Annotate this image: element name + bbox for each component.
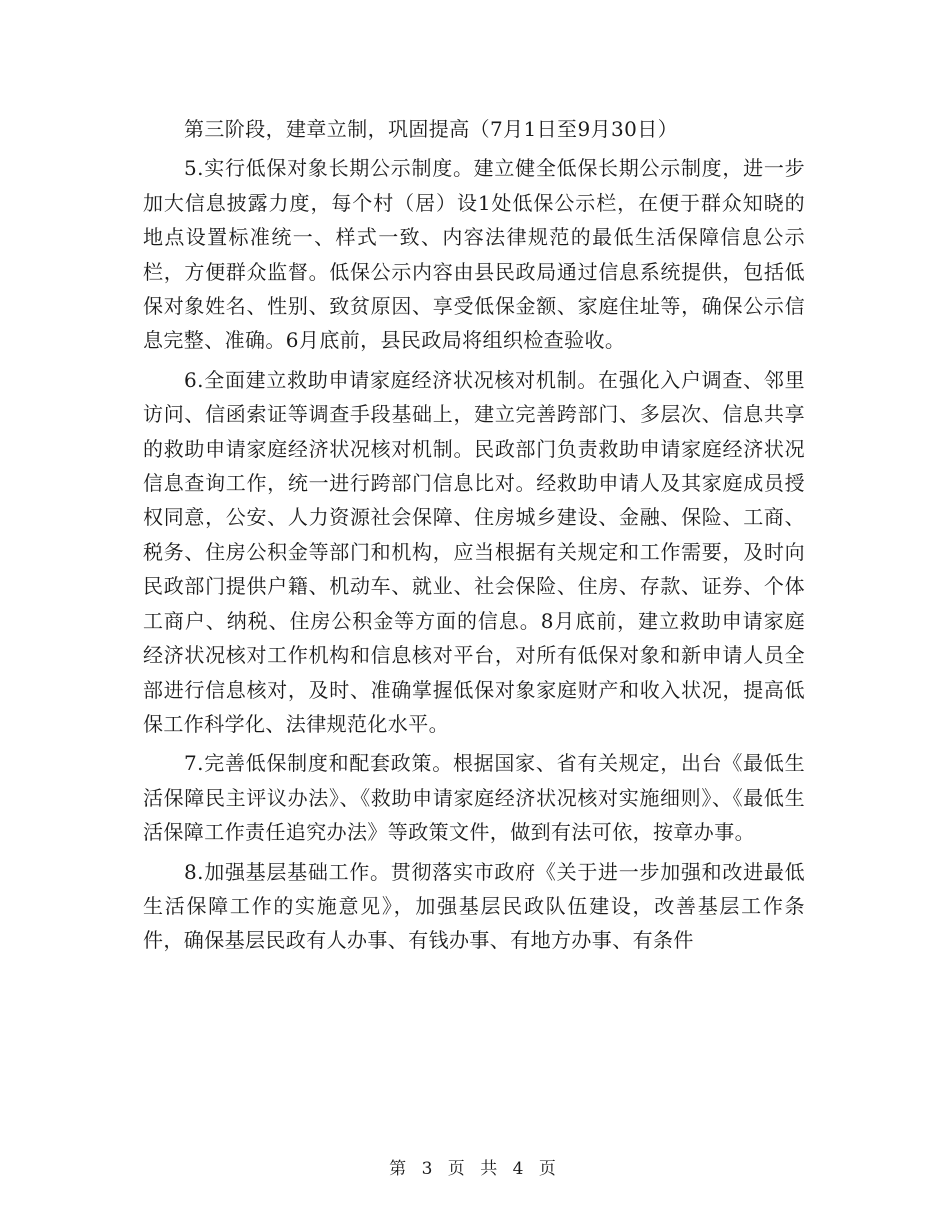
paragraph-item-8: 8.加强基层基础工作。贯彻落实市政府《关于进一步加强和改进最低生活保障工作的实施意见》，加强基层民政队伍建设，改善基层工作条件，确保基层民政有人办事、有钱办事、有地方办事、有条件 bbox=[143, 859, 805, 953]
document-body bbox=[143, 112, 805, 963]
page-footer: 第 3 页 共 4 页 bbox=[389, 1159, 561, 1179]
paragraph-item-6: 6.全面建立救助申请家庭经济状况核对机制。在强化入户调查、邻里访问、信函索证等调查手段基础上，建立完善跨部门、多层次、信息共享的救助申请家庭经济状况核对机制。民政部门负责救助申请家庭经济状况信息查询工作，统一进行跨部门信息比对。经救助申请人及其家庭成员授权同意，公安、人力资源社会保障、住房城乡建设、金融、保险、工商、税务、住房公积金等部门和机构，应当根据有关规定和工作需要，及时向民政部门提供户籍、机动车、就业、社会保险、住房、存款、证券、个体工商户、纳税、住房公积金等方面的信息。8月底前，建立救助申请家庭经济状况核对工作机构和信息核对平台，对所有低保对象和新申请人员全部进行信息核对，及时、准确掌握低保对象家庭财产和收入状况，提高低保工作科学化、法律规范化水平。 bbox=[143, 367, 805, 736]
paragraph-item-5: 5.实行低保对象长期公示制度。建立健全低保长期公示制度，进一步加大信息披露力度，每个村（居）设1处低保公示栏，在便于群众知晓的地点设置标准统一、样式一致、内容法律规范的最低生活保障信息公示栏，方便群众监督。低保公示内容由县民政局通过信息系统提供，包括低保对象姓名、性别、致贫原因、享受低保金额、家庭住址等，确保公示信息完整、准确。6月底前，县民政局将组织检查验收。 bbox=[143, 156, 805, 353]
paragraph-item-7: 7.完善低保制度和配套政策。根据国家、省有关规定，出台《最低生活保障民主评议办法》、《救助申请家庭经济状况核对实施细则》、《最低生活保障工作责任追究办法》等政策文件，做到有法可依，按章办事。 bbox=[143, 751, 805, 845]
stage-heading: 第三阶段，建章立制，巩固提高（7月1日至9月30日） bbox=[184, 117, 679, 141]
